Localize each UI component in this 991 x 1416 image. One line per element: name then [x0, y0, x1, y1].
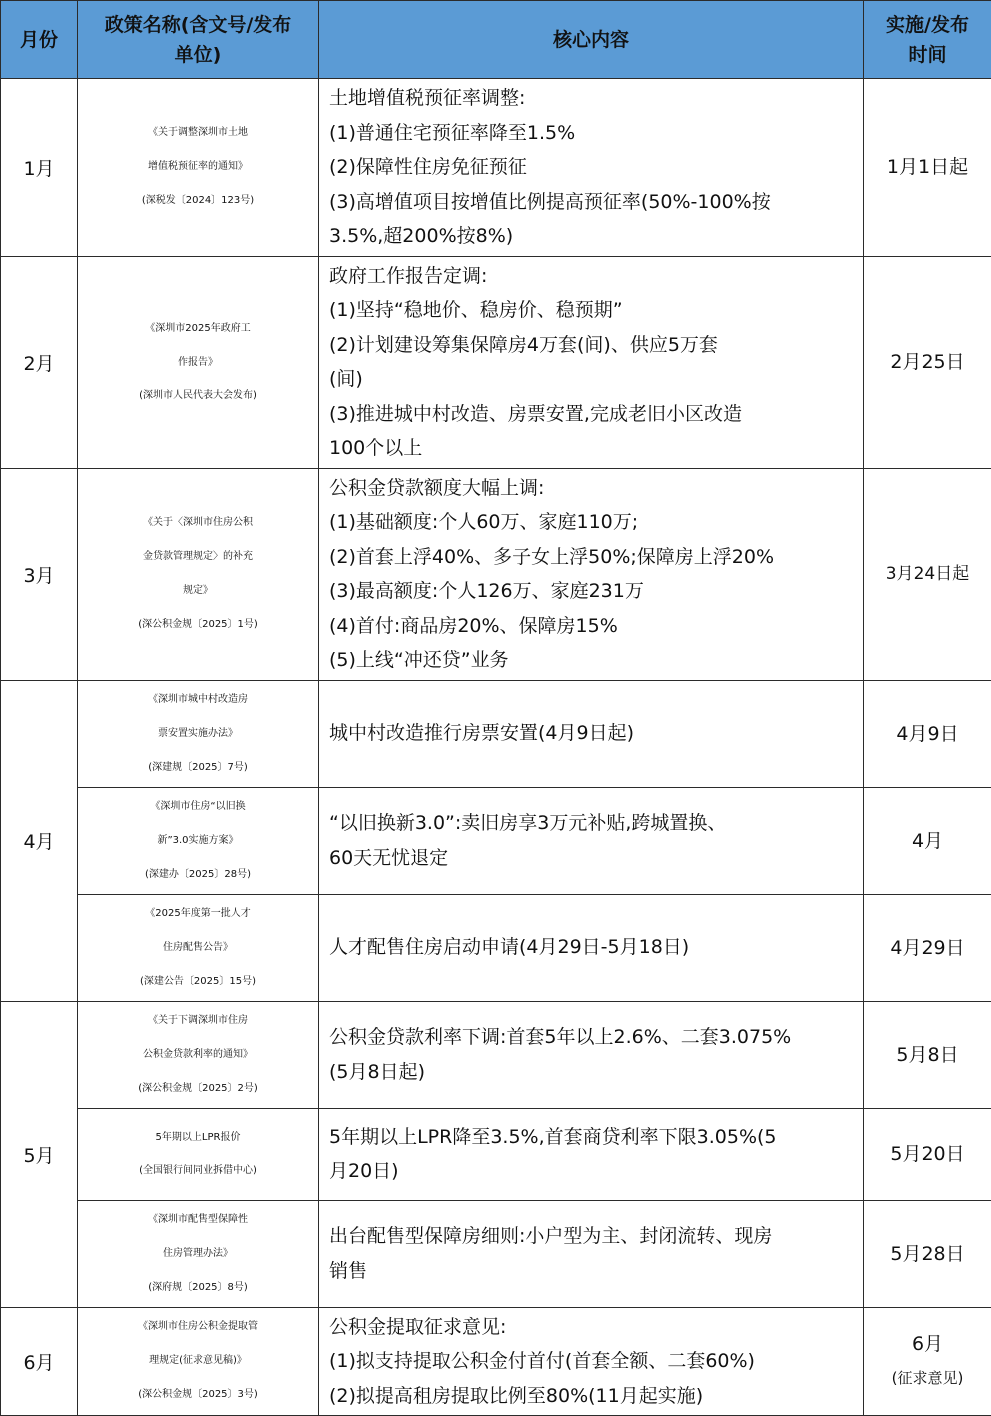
policy-title-line: 5年期以上LPR报价 [86, 1121, 310, 1155]
policy-title-line: 住房管理办法》 [86, 1237, 310, 1271]
content-cell [319, 787, 864, 894]
month-cell: 5月 [1, 1001, 78, 1307]
policy-doc-number: (深公积金规〔2025〕2号) [86, 1072, 310, 1106]
table-row [1, 1108, 991, 1200]
time-value: 2月25日 [864, 345, 991, 379]
policy-title-line: 《深圳市住房“以旧换 [86, 790, 310, 824]
content-line: 公积金贷款利率下调:首套5年以上2.6%、二套3.075% [329, 1020, 855, 1055]
content-line: 城中村改造推行房票安置(4月9日起) [329, 716, 855, 751]
policy-title-line: 票安置实施办法》 [86, 717, 310, 751]
policy-doc-number: (深建规〔2025〕7号) [86, 751, 310, 785]
time-value: 4月29日 [864, 931, 991, 965]
policy-title-line: 《2025年度第一批人才 [86, 897, 310, 931]
header-month: 月份 [1, 1, 78, 79]
table-row [1, 256, 991, 468]
content-line: 人才配售住房启动申请(4月29日-5月18日) [329, 930, 855, 965]
month-cell: 4月 [1, 680, 78, 1001]
content-line: (2)拟提高租房提取比例至80%(11月起实施) [329, 1379, 855, 1414]
content-line: (3)最高额度:个人126万、家庭231万 [329, 574, 855, 609]
content-line: 5年期以上LPR降至3.5%,首套商贷利率下限3.05%(5 [329, 1120, 855, 1155]
content-cell [319, 1108, 864, 1200]
policy-doc-number: (深府规〔2025〕8号) [86, 1271, 310, 1305]
time-cell [864, 1200, 991, 1307]
content-line: 100个以上 [329, 431, 855, 466]
time-cell [864, 468, 991, 680]
policy-cell [78, 787, 319, 894]
policy-doc-number: (深建公告〔2025〕15号) [86, 965, 310, 999]
time-cell [864, 1108, 991, 1200]
policy-cell [78, 79, 319, 257]
content-line: 土地增值税预征率调整: [329, 81, 855, 116]
time-value: 6月 [864, 1327, 991, 1361]
policy-title-line: 住房配售公告》 [86, 931, 310, 965]
content-line: (1)基础额度:个人60万、家庭110万; [329, 505, 855, 540]
time-cell [864, 1001, 991, 1108]
content-line: (5)上线“冲还贷”业务 [329, 643, 855, 678]
table-row [1, 787, 991, 894]
content-cell [319, 1200, 864, 1307]
table-row [1, 468, 991, 680]
time-value: 5月20日 [864, 1137, 991, 1171]
content-line: 3.5%,超200%按8%) [329, 219, 855, 254]
time-value: 5月28日 [864, 1237, 991, 1271]
policy-title-line: 《关于〈深圳市住房公积 [86, 506, 310, 540]
content-line: (5月8日起) [329, 1055, 855, 1090]
time-value: 4月9日 [864, 717, 991, 751]
content-line: 60天无忧退定 [329, 841, 855, 876]
policy-title-line: 《深圳市配售型保障性 [86, 1203, 310, 1237]
content-line: “以旧换新3.0”:卖旧房享3万元补贴,跨城置换、 [329, 806, 855, 841]
policy-doc-number: (深税发〔2024〕123号) [86, 184, 310, 218]
policy-title-line: 《关于下调深圳市住房 [86, 1004, 310, 1038]
content-cell [319, 468, 864, 680]
content-line: (1)拟支持提取公积金付首付(首套全额、二套60%) [329, 1344, 855, 1379]
time-note: (征求意见) [864, 1361, 991, 1395]
content-cell [319, 1307, 864, 1416]
time-cell [864, 894, 991, 1001]
content-cell [319, 256, 864, 468]
header-time: 实施/发布 时间 [864, 1, 991, 79]
content-line: 公积金贷款额度大幅上调: [329, 471, 855, 506]
header-content: 核心内容 [319, 1, 864, 79]
content-line: 出台配售型保障房细则:小户型为主、封闭流转、现房 [329, 1219, 855, 1254]
content-line: (3)高增值项目按增值比例提高预征率(50%-100%按 [329, 185, 855, 220]
content-cell [319, 680, 864, 787]
time-value: 3月24日起 [864, 557, 991, 591]
content-line: (1)普通住宅预征率降至1.5% [329, 116, 855, 151]
content-cell [319, 894, 864, 1001]
time-value: 1月1日起 [864, 150, 991, 184]
policy-title-line: 理规定(征求意见稿)》 [86, 1344, 310, 1378]
policy-title-line: 《深圳市住房公积金提取管 [86, 1310, 310, 1344]
policy-doc-number: (深建办〔2025〕28号) [86, 858, 310, 892]
policy-cell [78, 680, 319, 787]
month-cell: 1月 [1, 79, 78, 257]
time-cell [864, 1307, 991, 1416]
time-cell [864, 256, 991, 468]
policy-doc-number: (深公积金规〔2025〕1号) [86, 608, 310, 642]
month-cell: 2月 [1, 256, 78, 468]
content-cell [319, 1001, 864, 1108]
time-cell [864, 787, 991, 894]
policy-cell [78, 1001, 319, 1108]
policy-title-line: 《深圳市城中村改造房 [86, 683, 310, 717]
content-line: (2)保障性住房免征预征 [329, 150, 855, 185]
month-cell: 6月 [1, 1307, 78, 1416]
policy-cell [78, 468, 319, 680]
header-policy: 政策名称(含文号/发布 单位) [78, 1, 319, 79]
time-value: 4月 [864, 824, 991, 858]
content-line: (2)首套上浮40%、多子女上浮50%;保障房上浮20% [329, 540, 855, 575]
time-value: 5月8日 [864, 1038, 991, 1072]
content-line: 公积金提取征求意见: [329, 1310, 855, 1345]
content-line: 销售 [329, 1254, 855, 1289]
policy-title-line: 作报告》 [86, 346, 310, 380]
policy-issuer: (深圳市人民代表大会发布) [86, 380, 310, 412]
policy-cell [78, 1200, 319, 1307]
time-cell [864, 79, 991, 257]
policy-doc-number: (深公积金规〔2025〕3号) [86, 1378, 310, 1412]
content-line: (间) [329, 362, 855, 397]
policy-title-line: 规定》 [86, 574, 310, 608]
content-line: 政府工作报告定调: [329, 259, 855, 294]
policy-issuer: (全国银行间同业拆借中心) [86, 1155, 310, 1187]
policy-title-line: 公积金贷款利率的通知》 [86, 1038, 310, 1072]
table-row [1, 1307, 991, 1416]
policy-cell [78, 894, 319, 1001]
content-cell [319, 79, 864, 257]
table-row [1, 680, 991, 787]
policy-title-line: 《深圳市2025年政府工 [86, 312, 310, 346]
content-line: (4)首付:商品房20%、保障房15% [329, 609, 855, 644]
time-cell [864, 680, 991, 787]
table-row [1, 1200, 991, 1307]
table-row [1, 79, 991, 257]
policy-title-line: 金贷款管理规定〉的补充 [86, 540, 310, 574]
policy-cell [78, 1307, 319, 1416]
policy-title-line: 新”3.0实施方案》 [86, 824, 310, 858]
policy-cell [78, 1108, 319, 1200]
content-line: (3)推进城中村改造、房票安置,完成老旧小区改造 [329, 397, 855, 432]
policy-title-line: 增值税预征率的通知》 [86, 150, 310, 184]
policy-title-line: 《关于调整深圳市土地 [86, 116, 310, 150]
month-cell: 3月 [1, 468, 78, 680]
policy-cell [78, 256, 319, 468]
table-row [1, 894, 991, 1001]
header-row [1, 1, 991, 79]
content-line: (2)计划建设筹集保障房4万套(间)、供应5万套 [329, 328, 855, 363]
content-line: 月20日) [329, 1154, 855, 1189]
table-row [1, 1001, 991, 1108]
content-line: (1)坚持“稳地价、稳房价、稳预期” [329, 293, 855, 328]
